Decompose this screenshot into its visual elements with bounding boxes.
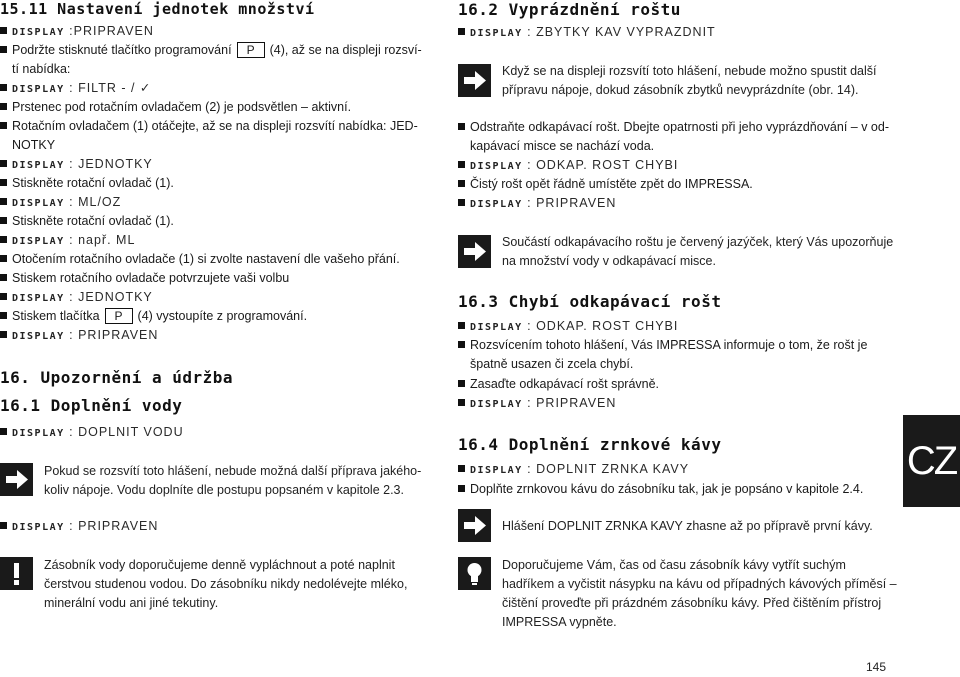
text-continuation: špatně usazen či zcela chybí.: [470, 357, 634, 372]
display-value: PRIPRAVEN: [78, 328, 159, 342]
text-continuation: NOTKY: [12, 138, 56, 152]
bullet-icon: [0, 217, 7, 224]
bullet-icon: [0, 331, 7, 338]
display-line: DISPLAY : ML/OZ: [0, 193, 438, 213]
bullet-icon: [0, 122, 7, 129]
display-value: ODKAP. ROST CHYBI: [536, 319, 679, 333]
bullet-icon: [0, 293, 7, 300]
lightbulb-icon: [458, 557, 491, 590]
display-line: DISPLAY : ODKAP. ROST CHYBI: [458, 317, 898, 337]
grounds-container-note: Když se na displeji rozsvítí toto hlášení, nebude možno spustit další přípravu nápoje, dokud zásobník zbytků nevyprázdníte (obr. 14).: [502, 64, 877, 97]
bullet-icon: [458, 180, 465, 187]
display-line: DISPLAY :PRIPRAVEN: [0, 22, 438, 42]
instruction-step: Rozsvícením tohoto hlášení, Vás IMPRESSA informuje o tom, že rošt je: [458, 336, 898, 355]
bullet-icon: [0, 274, 7, 281]
bullet-icon: [458, 322, 465, 329]
bullet-icon: [0, 428, 7, 435]
arrow-right-icon: [458, 235, 491, 268]
bullet-icon: [0, 255, 7, 262]
instruction-step: Prstenec pod rotačním ovladačem (2) je podsvětlen – aktivní.: [0, 98, 438, 117]
instruction-step: Odstraňte odkapávací rošt. Dbejte opatrnosti při jeho vyprázdňování – v od-: [458, 118, 898, 137]
bullet-icon: [0, 27, 7, 34]
instruction-step: Stiskem rotačního ovladače potvrzujete vaši volbu: [0, 269, 438, 288]
display-line: DISPLAY : PRIPRAVEN: [458, 194, 898, 214]
display-line: DISPLAY : JEDNOTKY: [0, 155, 438, 175]
bullet-icon: [0, 198, 7, 205]
display-line: DISPLAY : PRIPRAVEN: [0, 517, 438, 537]
display-line: DISPLAY : FILTR - / ✓: [0, 79, 438, 99]
language-tab: CZ: [903, 415, 960, 507]
display-value: JEDNOTKY: [78, 157, 153, 171]
bullet-icon: [0, 160, 7, 167]
bullet-icon: [458, 161, 465, 168]
arrow-right-icon: [0, 463, 33, 496]
section-16-title: 16. Upozornění a údržba: [0, 368, 234, 387]
bullet-icon: [458, 123, 465, 130]
display-line: DISPLAY : např. ML: [0, 231, 438, 251]
instruction-step: Podržte stisknuté tlačítko programování P (4), až se na displeji rozsví-: [0, 41, 438, 60]
instruction-step: Doplňte zrnkovou kávu do zásobníku tak, jak je popsáno v kapitole 2.4.: [458, 480, 898, 499]
bullet-icon: [458, 485, 465, 492]
display-value: DOPLNIT ZRNKA KAVY: [536, 462, 690, 476]
arrow-right-icon: [458, 64, 491, 97]
exclamation-icon: [0, 557, 33, 590]
program-key-icon: P: [237, 42, 265, 58]
display-value: PRIPRAVEN: [73, 24, 154, 38]
bullet-icon: [0, 312, 7, 319]
display-value: FILTR - / ✓: [78, 81, 152, 95]
display-value: PRIPRAVEN: [536, 196, 617, 210]
section-16-2-title: 16.2 Vyprázdnění roštu: [458, 0, 681, 19]
bullet-icon: [0, 84, 7, 91]
display-line: DISPLAY : DOPLNIT VODU: [0, 423, 438, 443]
display-value: ML/OZ: [78, 195, 122, 209]
bullet-icon: [458, 199, 465, 206]
section-16-4-title: 16.4 Doplnění zrnkové kávy: [458, 435, 722, 454]
display-line: DISPLAY : JEDNOTKY: [0, 288, 438, 308]
text-continuation: kapávací misce se nachází voda.: [470, 139, 655, 153]
page-number: 145: [866, 660, 887, 674]
water-refill-note: Pokud se rozsvítí toto hlášení, nebude možná další příprava jakého-koliv nápoje. Vodu doplníte dle postupu popsaném v kapitole 2.3.: [44, 464, 422, 497]
bullet-icon: [458, 28, 465, 35]
bullet-icon: [0, 46, 7, 53]
bullet-icon: [0, 236, 7, 243]
bullet-icon: [458, 380, 465, 387]
display-line: DISPLAY : ZBYTKY KAV VYPRAZDNIT: [458, 23, 898, 43]
display-line: DISPLAY : PRIPRAVEN: [0, 326, 438, 346]
bullet-icon: [0, 103, 7, 110]
section-16-1-title: 16.1 Doplnění vody: [0, 396, 183, 415]
refill-beans-note: Hlášení DOPLNIT ZRNKA KAVY zhasne až po přípravě první kávy.: [502, 519, 873, 533]
program-key-icon: P: [105, 308, 133, 324]
instruction-step: Čistý rošt opět řádně umístěte zpět do IMPRESSA.: [458, 175, 898, 194]
bullet-icon: [458, 465, 465, 472]
bullet-icon: [0, 179, 7, 186]
text-continuation: tí nabídka:: [12, 62, 71, 76]
coffee-container-tip: Doporučujeme Vám, čas od času zásobník kávy vytřít suchým hadříkem a vyčistit násypku na kávu od případných kávových příměsí – čištění proveďte při prázdném zásobníku kávy. Před čištěním přístroj IMPRESSA vypněte.: [502, 558, 897, 629]
instruction-step: Stiskem tlačítka P (4) vystoupíte z programování.: [0, 307, 438, 326]
instruction-step: Rotačním ovladačem (1) otáčejte, až se na displeji rozsvítí nabídka: JED-: [0, 117, 438, 136]
display-line: DISPLAY : DOPLNIT ZRNKA KAVY: [458, 460, 898, 480]
instruction-step: Stiskněte rotační ovladač (1).: [0, 174, 438, 193]
display-line: DISPLAY : PRIPRAVEN: [458, 394, 898, 414]
display-value: ODKAP. ROST CHYBI: [536, 158, 679, 172]
section-16-3-title: 16.3 Chybí odkapávací rošt: [458, 292, 722, 311]
display-value: JEDNOTKY: [78, 290, 153, 304]
instruction-step: Zasaďte odkapávací rošt správně.: [458, 375, 898, 394]
arrow-right-icon: [458, 509, 491, 542]
section-15-11-title: 15.11 Nastavení jednotek množství: [0, 0, 315, 18]
instruction-step: Stiskněte rotační ovladač (1).: [0, 212, 438, 231]
bullet-icon: [458, 341, 465, 348]
bullet-icon: [0, 522, 7, 529]
drip-tray-indicator-note: Součástí odkapávacího roštu je červený jazýček, který Vás upozorňuje na množství vody v odkapávací misce.: [502, 235, 894, 268]
bullet-icon: [458, 399, 465, 406]
display-line: DISPLAY : ODKAP. ROST CHYBI: [458, 156, 898, 176]
display-value: PRIPRAVEN: [536, 395, 617, 410]
water-tank-warning: Zásobník vody doporučujeme denně vypláchnout a poté naplnit čerstvou studenou vodou. Do zásobníku nikdy nedolévejte mléko, minerální vodu ani jiné tekutiny.: [44, 558, 408, 610]
instruction-step: Otočením rotačního ovladače (1) si zvolte nastavení dle vašeho přání.: [0, 250, 438, 269]
display-value: např. ML: [78, 233, 136, 247]
